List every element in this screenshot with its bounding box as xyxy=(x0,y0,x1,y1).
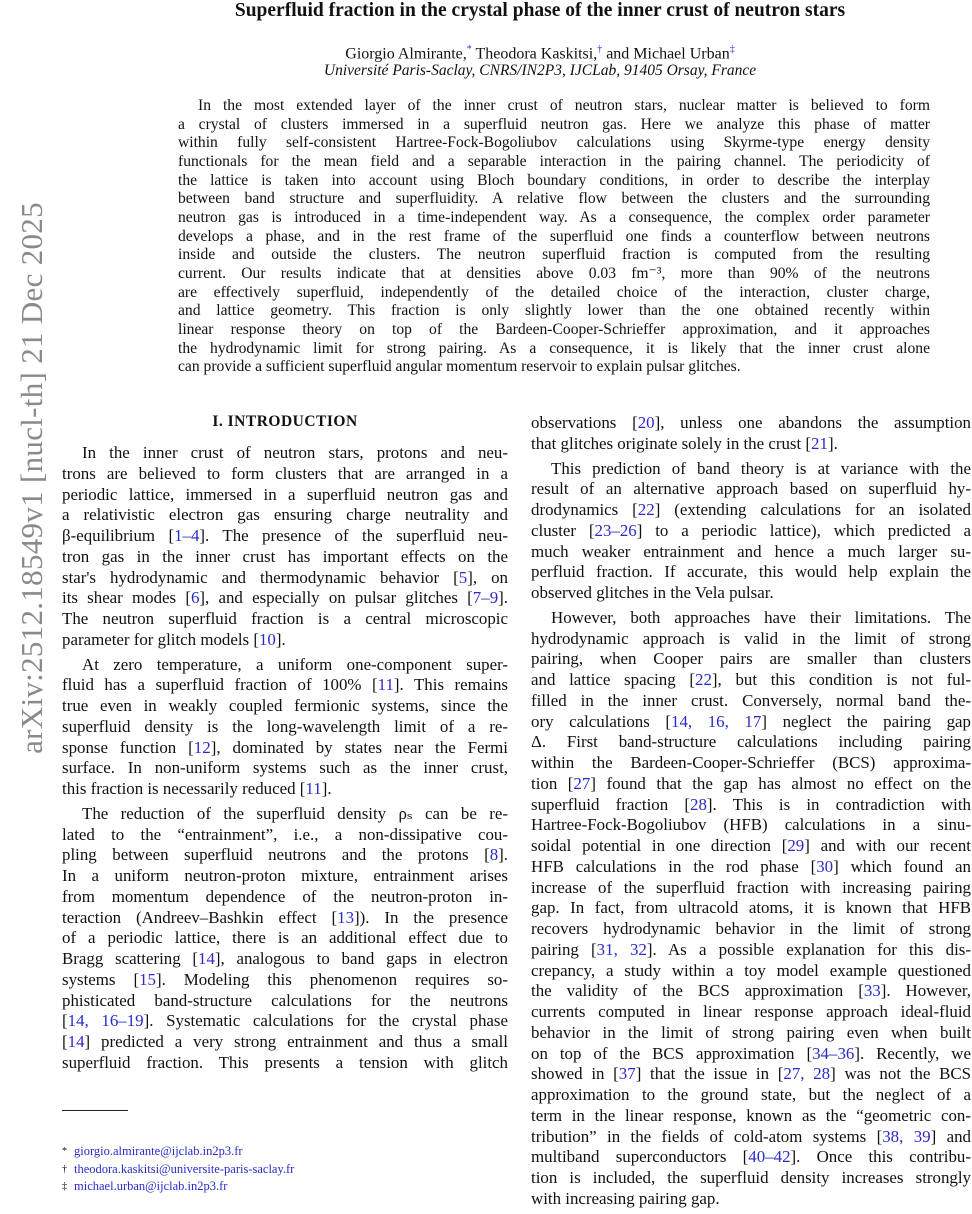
text-line: In a uniform neutron-proton mixture, entrainment arises xyxy=(62,866,508,885)
text-line: observations [20], unless one abandons the assumption xyxy=(531,413,971,432)
right-column xyxy=(531,413,971,1214)
citation-link[interactable]: 14 xyxy=(198,949,215,968)
affiliation: Université Paris-Saclay, CNRS/IN2P3, IJCLab, 91405 Orsay, France xyxy=(323,62,757,79)
text-line: In the most extended layer of the inner crust of neutron stars, nuclear matter is believed to form xyxy=(198,97,930,114)
text-line: term in the linear response, known as the “geometric con- xyxy=(531,1105,971,1125)
footnote-marker[interactable]: ‡ xyxy=(729,44,735,55)
text-line: Δ. First band-structure calculations including pairing xyxy=(531,732,971,752)
paper-title: Superfluid fraction in the crystal phase of the inner crust of neutron stars xyxy=(234,0,846,21)
citation-link[interactable]: 11 xyxy=(305,779,322,798)
citation-link[interactable]: 23–26 xyxy=(594,520,637,540)
text-line: Hartree-Fock-Bogoliubov (HFB) calculations in a sinu- xyxy=(531,815,971,835)
text-line: star's hydrodynamic and thermodynamic behavior [5], on xyxy=(62,567,508,587)
text-line: [14] predicted a very strong entrainment and thus a small xyxy=(62,1032,508,1051)
text-line: behavior in the limit of strong pairing even when built xyxy=(531,1022,971,1042)
text-line: multiband superconductors [40–42]. Once this contribu- xyxy=(531,1147,971,1167)
citation-link[interactable]: 37 xyxy=(618,1064,636,1084)
text-line: HFB calculations in the rod phase [30] which found an xyxy=(531,856,971,876)
text-line: recovers hydrodynamic behavior in the limit of strong xyxy=(531,919,971,938)
citation-link[interactable]: 40–42 xyxy=(748,1147,791,1167)
text-line: within fully self-consistent Hartree-Fock-Bogoliubov calculations using Skyrme-type energy density xyxy=(178,134,930,152)
text-line: much weaker entrainment and hence a much larger su- xyxy=(531,541,971,561)
text-line: At zero temperature, a uniform one-component super- xyxy=(82,654,508,674)
footnote xyxy=(62,1143,294,1161)
citation-link[interactable]: 21 xyxy=(811,433,828,453)
text-line: sponse function [12], dominated by states near the Fermi xyxy=(62,737,508,757)
text-line: that glitches originate solely in the crust [21]. xyxy=(531,433,838,453)
citation-link[interactable]: 33 xyxy=(863,981,881,1001)
citation-link[interactable]: 22 xyxy=(695,670,712,689)
footnote-marker[interactable]: † xyxy=(597,44,603,55)
paragraph xyxy=(62,655,508,800)
text-line: and lattice geometry. This fraction is only slightly lower than the one obtained recently within xyxy=(178,302,930,320)
abstract xyxy=(178,97,930,377)
author-name: Theodora Kaskitsi, xyxy=(475,45,598,63)
text-line: pairing [31, 32]. As a possible explanation for this dis- xyxy=(531,939,971,959)
text-line: filled in the inner crust. Conversely, normal band the- xyxy=(531,690,971,710)
citation-link[interactable]: 27 xyxy=(573,773,591,793)
text-line: observed glitches in the Vela pulsar. xyxy=(531,583,774,602)
text-line: inside and outside the clusters. The neutron superfluid fraction is computed from the resulting xyxy=(178,246,930,264)
text-line: tribution” in the fields of cold-atom systems [38, 39] and xyxy=(531,1126,971,1146)
text-line: superfluid density is the long-wavelength limit of a re- xyxy=(62,716,508,736)
footnote-marker: * xyxy=(62,1146,67,1157)
paragraph xyxy=(62,804,508,1074)
text-line: [14, 16–19]. Systematic calculations for the crystal phase xyxy=(62,1011,509,1031)
text-line: tion [27] found that the gap has almost no effect on the xyxy=(531,773,971,793)
footnote-marker: ‡ xyxy=(62,1181,67,1192)
footnote xyxy=(62,1178,294,1196)
text-line: crepancy, a study within a toy model example questioned xyxy=(531,960,971,980)
text-line: phisticated band-structure calculations for the neutrons xyxy=(62,990,508,1010)
text-line: soidal potential in one direction [29] and with our recent xyxy=(531,836,972,855)
text-line: the lattice is taken into account using Bloch boundary conditions, in order to describe the interplay xyxy=(178,171,930,189)
footnote-rule xyxy=(62,1110,128,1111)
section-heading: I. INTRODUCTION xyxy=(212,413,358,430)
author-name: Giorgio Almirante, xyxy=(345,45,467,63)
citation-link[interactable]: 28 xyxy=(690,794,707,814)
email-link[interactable]: michael.urban@ijclab.in2p3.fr xyxy=(74,1179,228,1193)
paragraph xyxy=(531,413,971,455)
text-line: surface. In non-uniform systems such as the inner crust, xyxy=(62,758,508,778)
arxiv-identifier-sidebar: arXiv:2512.18549v1 [nucl-th] 21 Dec 2025 xyxy=(14,202,49,754)
text-line: superfluid fraction [28]. This is in contradiction with xyxy=(531,794,972,814)
text-line: trons are believed to form clusters that are arranged in a xyxy=(62,463,508,483)
citation-link[interactable]: 22 xyxy=(637,500,655,519)
citation-link[interactable]: 30 xyxy=(816,856,834,876)
text-line: its shear modes [6], and especially on pulsar glitches [7–9]. xyxy=(62,588,508,608)
text-line: pairing, when Cooper pairs are smaller than clusters xyxy=(531,649,971,669)
text-line: However, both approaches have their limitations. The xyxy=(551,607,971,627)
citation-link[interactable]: 27, 28 xyxy=(783,1064,831,1084)
email-link[interactable]: theodora.kaskitsi@universite-paris-saclay.fr xyxy=(74,1161,295,1176)
citation-link[interactable]: 34–36 xyxy=(812,1043,855,1063)
text-line: linear response theory on top of the Bardeen-Cooper-Schrieffer approximation, and it approaches xyxy=(178,320,930,338)
citation-link[interactable]: 14, 16–19 xyxy=(67,1011,144,1031)
footnotes xyxy=(62,1143,294,1196)
text-line: on top of the BCS approximation [34–36]. Recently, we xyxy=(531,1043,971,1063)
citation-link[interactable]: 8 xyxy=(489,845,499,865)
citation-link[interactable]: 13 xyxy=(337,907,355,927)
text-line: superfluid fraction. This presents a tension with glitch xyxy=(62,1052,508,1072)
citation-link[interactable]: 14, 16, 17 xyxy=(671,711,762,731)
citation-link[interactable]: 29 xyxy=(787,836,805,855)
text-line: parameter for glitch models [10]. xyxy=(62,629,286,649)
text-line: true even in weakly coupled fermionic systems, since the xyxy=(62,696,508,715)
text-line: from momentum dependence of the neutron-proton in- xyxy=(62,886,508,906)
citation-link[interactable]: 12 xyxy=(193,737,211,757)
citation-link[interactable]: 20 xyxy=(637,413,655,432)
text-line: between band structure and superfluidity. A relative flow between the clusters and the surrounding xyxy=(178,190,930,208)
text-line: approximation to the ground state, but the neglect of a xyxy=(531,1085,971,1104)
text-line: the hydrodynamic limit for strong pairing. As a consequence, it is likely that the inner crust alone xyxy=(178,339,930,357)
text-line: periodic lattice, immersed in a superfluid neutron gas and xyxy=(62,484,508,504)
text-line: of a periodic lattice, there is an additional effect due to xyxy=(62,928,508,948)
text-line: hydrodynamic approach is valid in the limit of strong xyxy=(531,628,971,648)
citation-link[interactable]: 7–9 xyxy=(472,588,499,608)
text-line: a crystal of clusters immersed in a superfluid neutron gas. Here we analyze this phase of matter xyxy=(178,115,930,133)
text-line: drodynamics [22] (extending calculations for an isolated xyxy=(531,500,971,519)
text-line: showed in [37] that the issue in [27, 28] was not the BCS xyxy=(531,1064,971,1084)
email-link[interactable]: giorgio.almirante@ijclab.in2p3.fr xyxy=(74,1144,243,1158)
text-line: currents computed in linear response approach ideal-fluid xyxy=(531,1002,971,1021)
citation-link[interactable]: 1–4 xyxy=(174,526,200,545)
text-line: result of an alternative approach based on superfluid hy- xyxy=(531,479,971,499)
text-line: and lattice spacing [22], but this condition is not ful- xyxy=(531,670,971,689)
paragraph xyxy=(531,459,971,604)
citation-link[interactable]: 15 xyxy=(139,969,156,989)
text-line: fluid has a superfluid fraction of 100% [11]. This remains xyxy=(62,675,508,695)
citation-link[interactable]: 38, 39 xyxy=(882,1126,931,1146)
text-line: β-equilibrium [1–4]. The presence of the superfluid neu- xyxy=(62,526,508,545)
citation-link[interactable]: 11 xyxy=(377,675,394,695)
text-line: The neutron superfluid fraction is a central microscopic xyxy=(62,609,508,628)
footnote-marker: † xyxy=(62,1163,67,1175)
text-line: with increasing pairing gap. xyxy=(531,1188,720,1208)
text-line: The reduction of the superfluid density ρₛ can be re- xyxy=(82,803,508,823)
author-name: and Michael Urban xyxy=(606,45,730,63)
text-line: tion is included, the superfluid density increases strongly xyxy=(531,1168,971,1187)
paragraph xyxy=(531,608,971,1210)
citation-link[interactable]: 14 xyxy=(67,1032,85,1051)
text-line: a relativistic electron gas ensuring charge neutrality and xyxy=(62,505,508,525)
text-line: teraction (Andreev–Bashkin effect [13]). In the presence xyxy=(62,907,508,927)
text-line: cluster [23–26] to a periodic lattice), which predicted a xyxy=(531,520,971,540)
text-line: ory calculations [14, 16, 17] neglect the pairing gap xyxy=(531,711,971,731)
citation-link[interactable]: 10 xyxy=(258,629,276,649)
citation-link[interactable]: 31, 32 xyxy=(596,939,647,959)
text-line: functionals for the mean field and a separable interaction in the pairing channel. The periodicity of xyxy=(178,152,930,170)
text-line: gap. In fact, from ultracold atoms, it is known that HFB xyxy=(531,898,971,918)
text-line: the validity of the BCS approximation [33]. However, xyxy=(531,981,971,1001)
text-line: within the Bardeen-Cooper-Schrieffer (BCS) approxima- xyxy=(531,753,971,772)
text-line: In the inner crust of neutron stars, protons and neu- xyxy=(82,443,508,462)
citation-link[interactable]: 6 xyxy=(190,588,200,608)
text-line: can provide a sufficient superfluid angular momentum reservoir to explain pulsar glitches. xyxy=(178,358,741,376)
text-line: lated to the “entrainment”, i.e., a non-dissipative cou- xyxy=(62,824,508,844)
text-line: neutron gas is introduced in a time-independent way. As a consequence, the complex order parameter xyxy=(178,208,930,226)
text-line: are effectively superfluid, independently of the detailed choice of the interaction, cluster charge, xyxy=(178,283,930,301)
text-line: this fraction is necessarily reduced [11]. xyxy=(62,779,332,798)
text-line: pling between superfluid neutrons and the protons [8]. xyxy=(62,845,508,865)
paragraph xyxy=(62,443,508,651)
text-line: This prediction of band theory is at variance with the xyxy=(551,458,971,478)
text-line: develops a phase, and in the rest frame of the superfluid one finds a counterflow between neutrons xyxy=(178,227,930,245)
text-line: systems [15]. Modeling this phenomenon requires so- xyxy=(62,969,508,989)
text-line: Bragg scattering [14], analogous to band gaps in electron xyxy=(62,949,508,968)
citation-link[interactable]: 5 xyxy=(458,567,468,587)
text-line: perfluid fraction. If accurate, this would help explain the xyxy=(531,562,971,582)
text-line: increase of the superfluid fraction with increasing pairing xyxy=(531,877,971,897)
footnote-marker[interactable]: * xyxy=(466,44,472,55)
text-line: tron gas in the inner crust has important effects on the xyxy=(62,546,508,566)
left-column xyxy=(62,443,508,1078)
text-line: current. Our results indicate that at densities above 0.03 fm⁻³, more than 90% of the neutrons xyxy=(178,264,930,282)
footnote xyxy=(62,1161,294,1179)
